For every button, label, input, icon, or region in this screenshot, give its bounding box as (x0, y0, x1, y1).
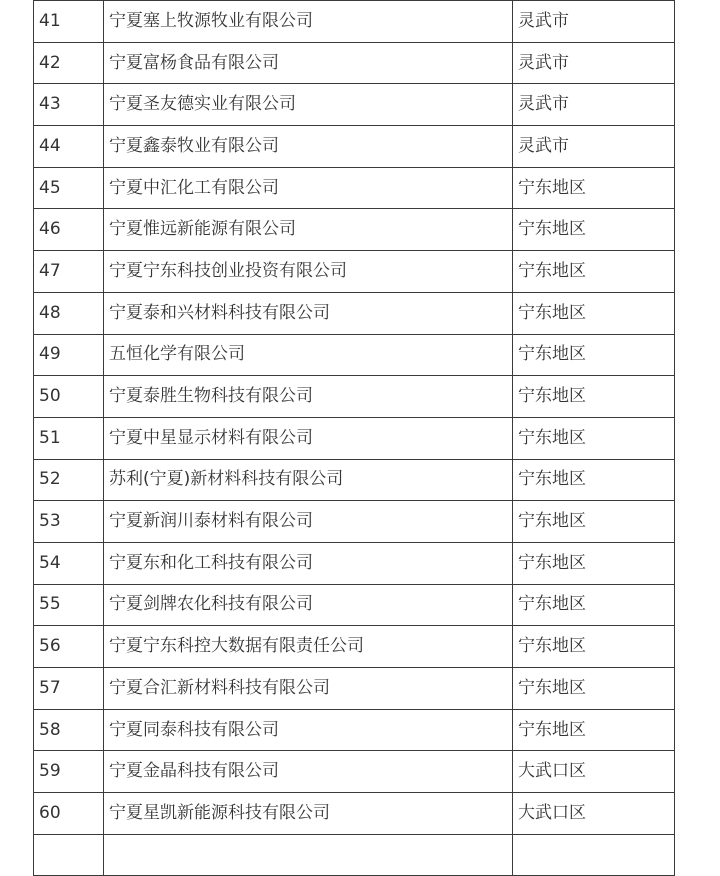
company-name: 宁夏泰和兴材料科技有限公司 (104, 292, 513, 334)
table-row (34, 126, 675, 168)
row-number: 47 (34, 251, 104, 293)
row-number: 58 (34, 709, 104, 751)
table-row (34, 334, 675, 376)
region: 宁东地区 (513, 251, 675, 293)
region: 宁东地区 (513, 459, 675, 501)
company-name: 苏利(宁夏)新材料科技有限公司 (104, 459, 513, 501)
row-number: 49 (34, 334, 104, 376)
company-name: 宁夏星凯新能源科技有限公司 (104, 793, 513, 835)
table-row (34, 251, 675, 293)
row-number: 60 (34, 793, 104, 835)
partial-row (34, 834, 675, 876)
company-name: 宁夏鑫泰牧业有限公司 (104, 126, 513, 168)
table-row (34, 542, 675, 584)
row-number: 56 (34, 626, 104, 668)
company-name: 宁夏惟远新能源有限公司 (104, 209, 513, 251)
row-number: 59 (34, 751, 104, 793)
table-body (34, 1, 675, 876)
empty-cell (513, 834, 675, 876)
table-row (34, 417, 675, 459)
company-name: 宁夏圣友德实业有限公司 (104, 84, 513, 126)
table-row (34, 793, 675, 835)
row-number: 44 (34, 126, 104, 168)
row-number: 54 (34, 542, 104, 584)
empty-cell (34, 834, 104, 876)
row-number: 45 (34, 167, 104, 209)
region: 宁东地区 (513, 376, 675, 418)
table-row (34, 501, 675, 543)
row-number: 48 (34, 292, 104, 334)
company-name: 宁夏金晶科技有限公司 (104, 751, 513, 793)
region: 大武口区 (513, 751, 675, 793)
row-number: 52 (34, 459, 104, 501)
company-name: 宁夏剑牌农化科技有限公司 (104, 584, 513, 626)
row-number: 51 (34, 417, 104, 459)
company-name: 宁夏泰胜生物科技有限公司 (104, 376, 513, 418)
region: 灵武市 (513, 42, 675, 84)
row-number: 43 (34, 84, 104, 126)
table-row (34, 376, 675, 418)
region: 宁东地区 (513, 334, 675, 376)
table-row (34, 42, 675, 84)
table-row (34, 84, 675, 126)
table-row (34, 1, 675, 43)
company-table (33, 0, 675, 876)
company-name: 宁夏富杨食品有限公司 (104, 42, 513, 84)
region: 宁东地区 (513, 542, 675, 584)
company-name: 宁夏中汇化工有限公司 (104, 167, 513, 209)
table-row (34, 209, 675, 251)
region: 灵武市 (513, 126, 675, 168)
region: 宁东地区 (513, 292, 675, 334)
table-row (34, 167, 675, 209)
table-row (34, 668, 675, 710)
region: 宁东地区 (513, 709, 675, 751)
company-name: 宁夏同泰科技有限公司 (104, 709, 513, 751)
table-row (34, 626, 675, 668)
row-number: 41 (34, 1, 104, 43)
region: 灵武市 (513, 1, 675, 43)
row-number: 55 (34, 584, 104, 626)
company-name: 宁夏塞上牧源牧业有限公司 (104, 1, 513, 43)
empty-cell (104, 834, 513, 876)
region: 大武口区 (513, 793, 675, 835)
company-name: 宁夏合汇新材料科技有限公司 (104, 668, 513, 710)
region: 宁东地区 (513, 626, 675, 668)
row-number: 50 (34, 376, 104, 418)
region: 宁东地区 (513, 167, 675, 209)
row-number: 57 (34, 668, 104, 710)
company-name: 宁夏东和化工科技有限公司 (104, 542, 513, 584)
row-number: 53 (34, 501, 104, 543)
table-row (34, 751, 675, 793)
table-row (34, 292, 675, 334)
region: 宁东地区 (513, 209, 675, 251)
region: 宁东地区 (513, 501, 675, 543)
table-row (34, 584, 675, 626)
region: 宁东地区 (513, 584, 675, 626)
region: 宁东地区 (513, 668, 675, 710)
company-name: 宁夏宁东科技创业投资有限公司 (104, 251, 513, 293)
company-name: 五恒化学有限公司 (104, 334, 513, 376)
company-name: 宁夏新润川泰材料有限公司 (104, 501, 513, 543)
table-row (34, 709, 675, 751)
row-number: 46 (34, 209, 104, 251)
region: 灵武市 (513, 84, 675, 126)
company-name: 宁夏宁东科控大数据有限责任公司 (104, 626, 513, 668)
company-name: 宁夏中星显示材料有限公司 (104, 417, 513, 459)
region: 宁东地区 (513, 417, 675, 459)
row-number: 42 (34, 42, 104, 84)
table-row (34, 459, 675, 501)
